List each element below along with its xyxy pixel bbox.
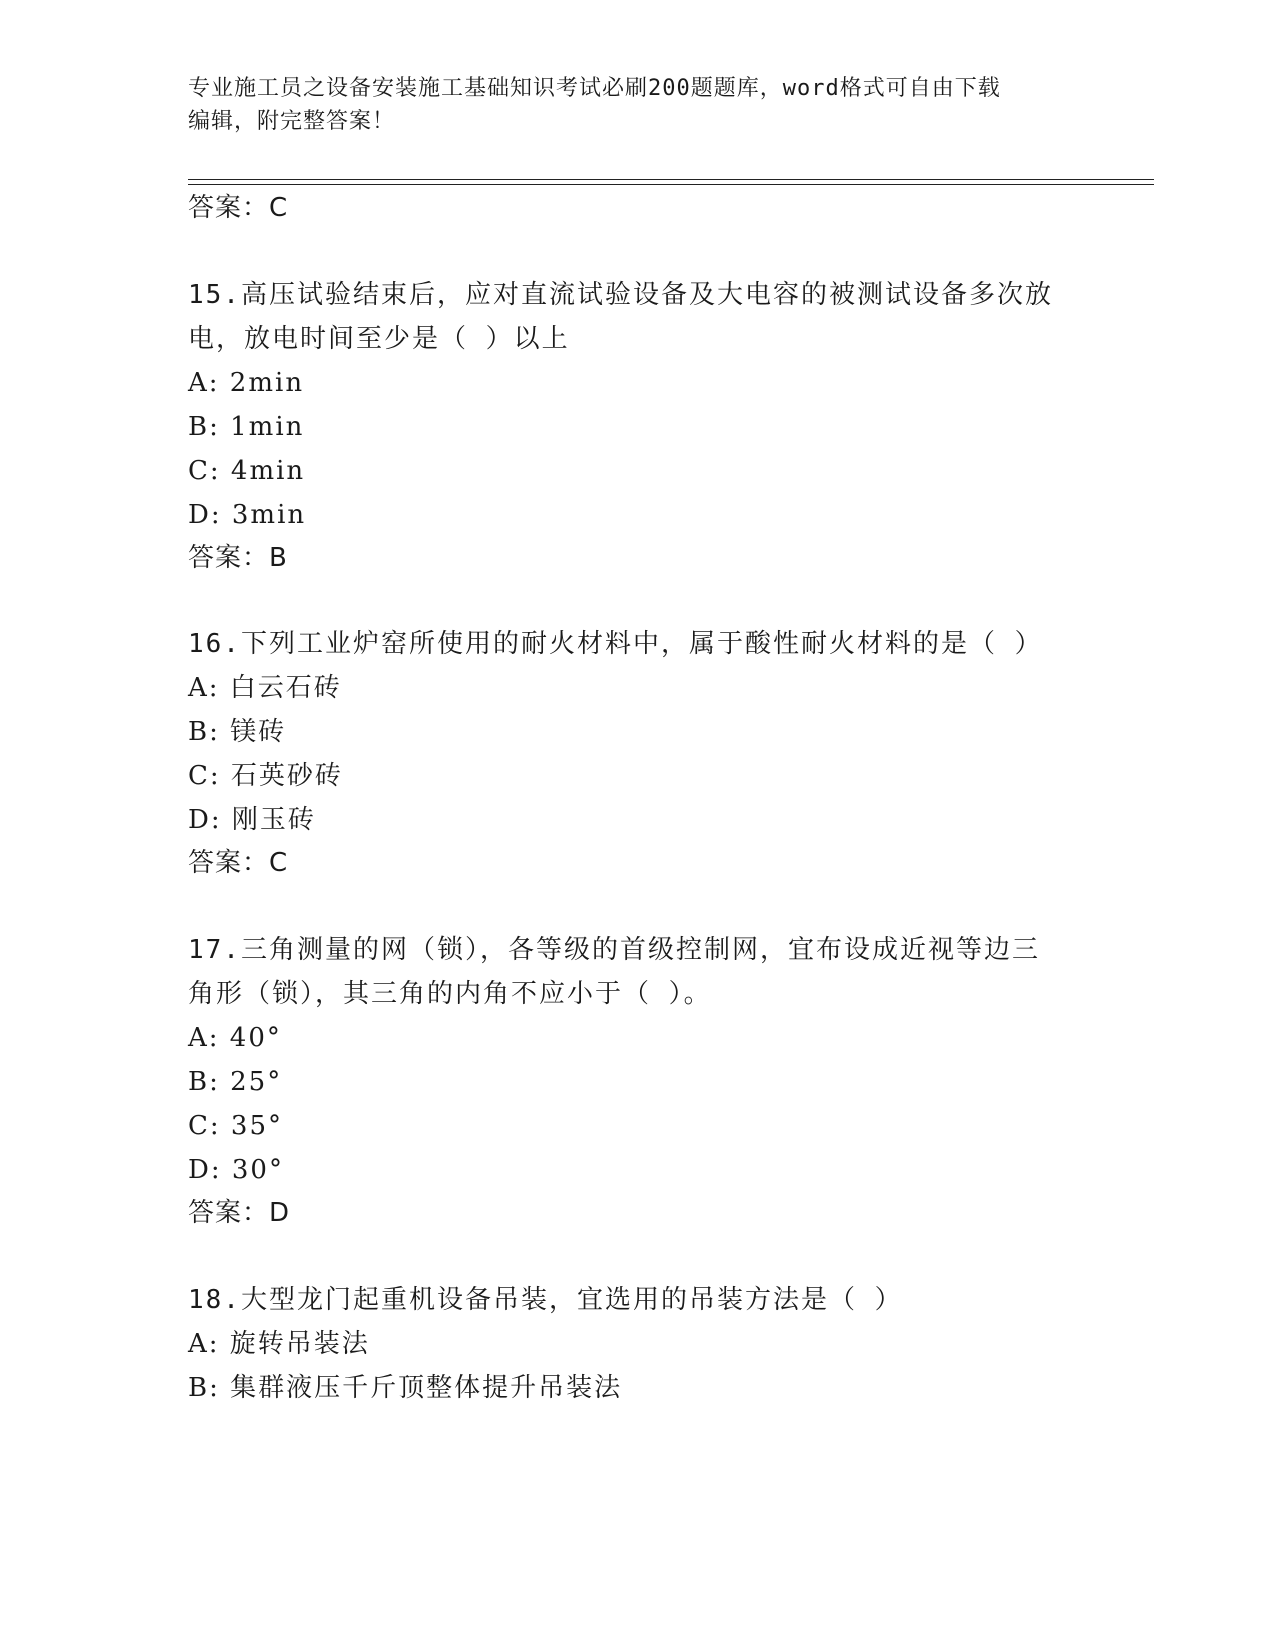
option-b: B: 集群液压千斤顶整体提升吊装法 — [188, 1373, 623, 1403]
option-c: C: 35° — [188, 1111, 284, 1141]
question-17-line-1: 17.三角测量的网（锁），各等级的首级控制网，宜布设成近视等边三 — [188, 935, 1040, 965]
answer-line: 答案：D — [188, 1198, 291, 1228]
option-a: A: 白云石砖 — [188, 673, 342, 703]
header-line-1: 专业施工员之设备安装施工基础知识考试必刷200题题库，word格式可自由下载 — [188, 76, 1001, 101]
question-17-line-2: 角形（锁），其三角的内角不应小于（ ）。 — [188, 979, 712, 1009]
option-b: B: 25° — [188, 1067, 283, 1097]
option-b: B: 1min — [188, 412, 305, 442]
header-rule-top — [188, 179, 1154, 180]
option-a: A: 40° — [188, 1023, 282, 1053]
option-d: D: 3min — [188, 500, 307, 530]
answer-line: 答案：C — [188, 848, 289, 878]
answer-line: 答案：B — [188, 543, 288, 573]
answer-line: 答案：C — [188, 193, 289, 223]
question-15-line-2: 电，放电时间至少是（ ）以上 — [188, 324, 570, 354]
document-header — [188, 72, 1068, 138]
option-c: C: 4min — [188, 456, 306, 486]
header-line-2: 编辑，附完整答案！ — [188, 109, 396, 134]
option-b: B: 镁砖 — [188, 717, 287, 747]
option-d: D: 30° — [188, 1155, 284, 1185]
question-16-line-1: 16.下列工业炉窑所使用的耐火材料中，属于酸性耐火材料的是（ ） — [188, 629, 1043, 659]
question-15-line-1: 15.高压试验结束后，应对直流试验设备及大电容的被测试设备多次放 — [188, 280, 1053, 310]
header-rule-bottom — [188, 184, 1154, 185]
option-c: C: 石英砂砖 — [188, 761, 343, 791]
option-d: D: 刚玉砖 — [188, 805, 316, 835]
option-a: A: 旋转吊装法 — [188, 1329, 370, 1359]
option-a: A: 2min — [188, 368, 305, 398]
question-18-line-1: 18.大型龙门起重机设备吊装，宜选用的吊装方法是（ ） — [188, 1285, 903, 1315]
